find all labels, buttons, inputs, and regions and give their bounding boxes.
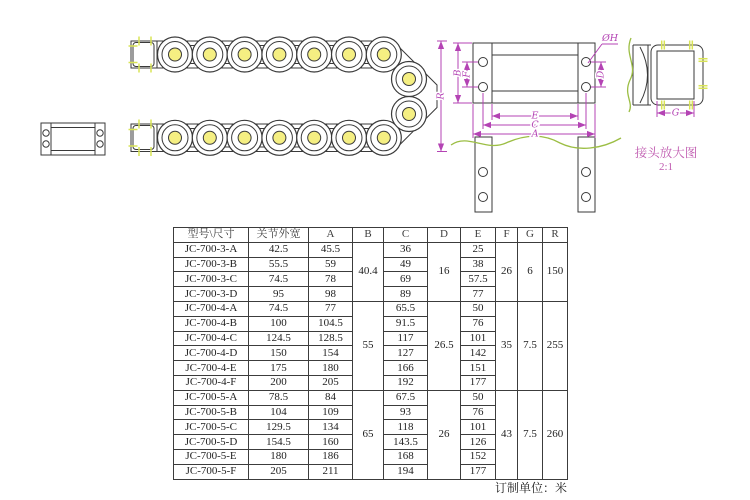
- table-cell: 177: [461, 375, 496, 390]
- table-cell: 160: [309, 435, 353, 450]
- table-cell: 200: [249, 375, 309, 390]
- spec-table: [173, 227, 568, 480]
- table-cell: JC-700-4-A: [174, 301, 249, 316]
- table-cell: JC-700-5-F: [174, 464, 249, 479]
- chain-link: [332, 120, 367, 155]
- table-cell: 134: [309, 420, 353, 435]
- connector-top-view: [451, 33, 621, 212]
- connector-side-part: [41, 123, 105, 155]
- chain-links: [158, 37, 427, 155]
- dim-label-A: A: [531, 128, 539, 140]
- table-cell: 154.5: [249, 435, 309, 450]
- table-cell: 211: [309, 464, 353, 479]
- table-cell: 129.5: [249, 420, 309, 435]
- table-cell: 43: [496, 390, 518, 479]
- table-cell: 150: [543, 242, 568, 301]
- chain-link: [262, 37, 297, 72]
- table-cell: 118: [384, 420, 428, 435]
- table-cell: 89: [384, 287, 428, 302]
- spec-table-body: [174, 242, 568, 479]
- dim-label-C: C: [531, 119, 539, 131]
- table-cell: 168: [384, 449, 428, 464]
- table-cell: JC-700-4-B: [174, 316, 249, 331]
- column-header: A: [309, 228, 353, 243]
- table-cell: JC-700-4-D: [174, 346, 249, 361]
- table-cell: 127: [384, 346, 428, 361]
- table-cell: 69: [384, 272, 428, 287]
- table-row: [174, 390, 568, 405]
- table-cell: 65.5: [384, 301, 428, 316]
- table-cell: 74.5: [249, 301, 309, 316]
- dim-label-R: R: [435, 92, 447, 100]
- column-header: C: [384, 228, 428, 243]
- bolt-hole: [43, 141, 49, 147]
- chain-link: [227, 120, 262, 155]
- table-cell: 7.5: [518, 301, 543, 390]
- table-cell: 152: [461, 449, 496, 464]
- bolt-hole: [479, 83, 488, 92]
- table-cell: JC-700-3-B: [174, 257, 249, 272]
- bolt-hole: [43, 130, 49, 136]
- table-cell: 78.5: [249, 390, 309, 405]
- table-cell: 143.5: [384, 435, 428, 450]
- table-row: [174, 242, 568, 257]
- table-cell: 100: [249, 316, 309, 331]
- connector-section-view: [628, 38, 708, 119]
- table-row: [174, 301, 568, 316]
- table-cell: 25: [461, 242, 496, 257]
- bolt-hole: [479, 168, 488, 177]
- chain-link: [158, 37, 193, 72]
- table-cell: 55: [353, 301, 384, 390]
- table-cell: JC-700-3-C: [174, 272, 249, 287]
- table-cell: 74.5: [249, 272, 309, 287]
- table-cell: 77: [309, 301, 353, 316]
- table-cell: JC-700-4-C: [174, 331, 249, 346]
- table-cell: 38: [461, 257, 496, 272]
- dim-label-G: G: [671, 107, 680, 119]
- dimension-R: [436, 41, 448, 152]
- table-cell: 186: [309, 449, 353, 464]
- table-cell: 26.5: [428, 301, 461, 390]
- bolt-hole: [479, 193, 488, 202]
- table-cell: 109: [309, 405, 353, 420]
- table-cell: 84: [309, 390, 353, 405]
- technical-drawing: [0, 0, 750, 222]
- column-header: F: [496, 228, 518, 243]
- column-header: D: [428, 228, 461, 243]
- table-cell: 126: [461, 435, 496, 450]
- table-cell: 151: [461, 361, 496, 376]
- caption-scale: 2:1: [658, 161, 674, 173]
- table-cell: 45.5: [309, 242, 353, 257]
- table-cell: 255: [543, 301, 568, 390]
- table-cell: 57.5: [461, 272, 496, 287]
- table-cell: 35: [496, 301, 518, 390]
- table-cell: 65: [353, 390, 384, 479]
- drag-chain-view: [129, 37, 448, 157]
- table-cell: 77: [461, 287, 496, 302]
- table-cell: 180: [249, 449, 309, 464]
- table-cell: 175: [249, 361, 309, 376]
- detail-caption: [635, 145, 698, 173]
- table-cell: 124.5: [249, 331, 309, 346]
- table-cell: 205: [249, 464, 309, 479]
- column-header: B: [353, 228, 384, 243]
- table-cell: 50: [461, 301, 496, 316]
- bolt-hole: [582, 83, 591, 92]
- table-cell: JC-700-5-A: [174, 390, 249, 405]
- column-header: E: [461, 228, 496, 243]
- chain-link: [227, 37, 262, 72]
- table-cell: JC-700-3-A: [174, 242, 249, 257]
- caption-title: 接头放大图: [634, 146, 698, 160]
- chain-link: [262, 120, 297, 155]
- table-cell: 101: [461, 331, 496, 346]
- table-cell: 117: [384, 331, 428, 346]
- bolt-hole: [97, 130, 103, 136]
- dim-label-E: E: [531, 110, 539, 122]
- bolt-hole: [479, 58, 488, 67]
- table-cell: 194: [384, 464, 428, 479]
- chain-link: [392, 97, 427, 132]
- chain-link: [392, 62, 427, 97]
- table-cell: 166: [384, 361, 428, 376]
- dim-label-D: D: [595, 70, 607, 79]
- table-cell: 154: [309, 346, 353, 361]
- table-cell: 260: [543, 390, 568, 479]
- spec-table-header-row: [174, 228, 568, 243]
- table-cell: 180: [309, 361, 353, 376]
- table-cell: 50: [461, 390, 496, 405]
- table-cell: JC-700-4-E: [174, 361, 249, 376]
- section-arc: [640, 47, 648, 103]
- chain-link: [297, 120, 332, 155]
- table-cell: 16: [428, 242, 461, 301]
- break-line: [628, 38, 633, 112]
- chain-link: [332, 37, 367, 72]
- table-cell: 150: [249, 346, 309, 361]
- bolt-hole: [582, 168, 591, 177]
- table-cell: 67.5: [384, 390, 428, 405]
- table-cell: 205: [309, 375, 353, 390]
- table-cell: 40.4: [353, 242, 384, 301]
- bolt-hole: [97, 141, 103, 147]
- table-cell: 95: [249, 287, 309, 302]
- table-cell: 6: [518, 242, 543, 301]
- table-cell: 36: [384, 242, 428, 257]
- table-cell: 7.5: [518, 390, 543, 479]
- table-cell: 59: [309, 257, 353, 272]
- table-cell: 142: [461, 346, 496, 361]
- column-header: 型号\尺寸: [174, 228, 249, 243]
- table-cell: 55.5: [249, 257, 309, 272]
- dim-label-B: B: [452, 69, 464, 77]
- table-cell: 42.5: [249, 242, 309, 257]
- table-cell: JC-700-5-B: [174, 405, 249, 420]
- dim-label-F: F: [461, 71, 473, 78]
- table-cell: 26: [428, 390, 461, 479]
- table-cell: JC-700-3-D: [174, 287, 249, 302]
- footer-note: 订制单位：米: [494, 481, 567, 495]
- column-header: R: [543, 228, 568, 243]
- table-cell: JC-700-5-D: [174, 435, 249, 450]
- table-cell: 76: [461, 316, 496, 331]
- table-cell: 78: [309, 272, 353, 287]
- table-cell: 49: [384, 257, 428, 272]
- table-cell: 104.5: [309, 316, 353, 331]
- table-cell: 91.5: [384, 316, 428, 331]
- table-cell: 128.5: [309, 331, 353, 346]
- table-cell: 98: [309, 287, 353, 302]
- bolt-hole: [582, 193, 591, 202]
- table-cell: JC-700-4-F: [174, 375, 249, 390]
- chain-link: [297, 37, 332, 72]
- dim-label-H: ØH: [601, 33, 619, 44]
- table-cell: 93: [384, 405, 428, 420]
- table-cell: 26: [496, 242, 518, 301]
- chain-link: [192, 37, 227, 72]
- column-header: G: [518, 228, 543, 243]
- table-cell: JC-700-5-E: [174, 449, 249, 464]
- table-cell: 76: [461, 405, 496, 420]
- table-cell: 192: [384, 375, 428, 390]
- column-header: 关节外宽: [249, 228, 309, 243]
- table-cell: JC-700-5-C: [174, 420, 249, 435]
- table-cell: 177: [461, 464, 496, 479]
- table-cell: 101: [461, 420, 496, 435]
- chain-link: [158, 120, 193, 155]
- chain-link: [192, 120, 227, 155]
- table-cell: 104: [249, 405, 309, 420]
